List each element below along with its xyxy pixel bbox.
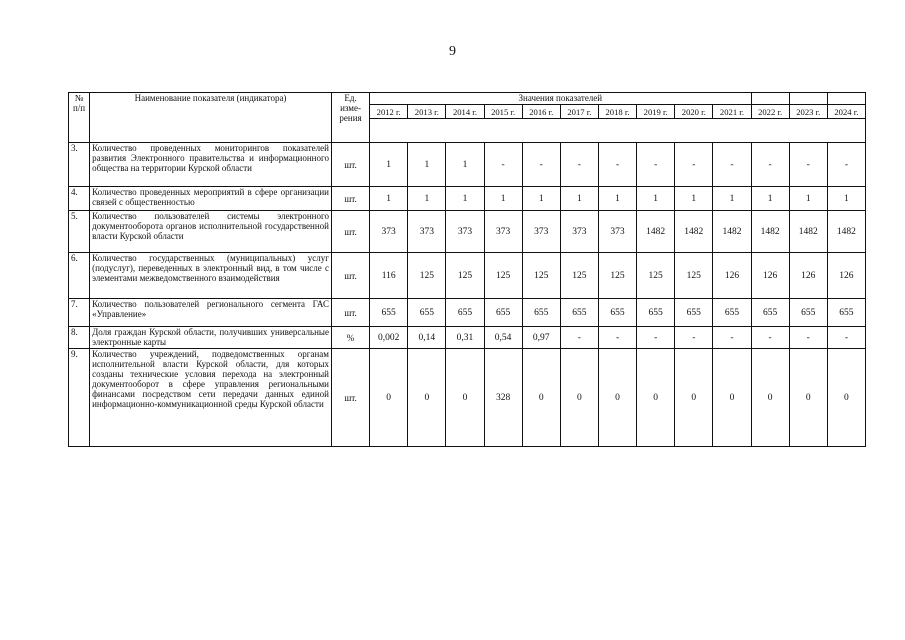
value-cell: 1	[370, 143, 408, 187]
value-cell: 1482	[789, 211, 827, 253]
value-cell: 116	[370, 253, 408, 299]
value-cell: 373	[522, 211, 560, 253]
indicator-name: Количество пользователей системы электронного документооборота органов исполнительной государственной власти Курской области	[90, 211, 332, 253]
value-cell: 1	[560, 187, 598, 211]
value-cell: 655	[446, 299, 484, 327]
page-number: 9	[449, 44, 456, 59]
row-number: 5.	[69, 211, 90, 253]
value-cell: -	[751, 327, 789, 349]
value-cell: 125	[560, 253, 598, 299]
header-year: 2021 г.	[713, 105, 751, 119]
value-cell: 655	[751, 299, 789, 327]
value-cell: 1482	[675, 211, 713, 253]
unit-cell: шт.	[331, 143, 369, 187]
value-cell: 373	[408, 211, 446, 253]
indicator-name: Доля граждан Курской области, получивших универсальные электронные карты	[90, 327, 332, 349]
value-cell: -	[522, 143, 560, 187]
header-blank-cell	[789, 93, 827, 105]
value-cell: 125	[675, 253, 713, 299]
header-num: № п/п	[69, 93, 90, 143]
table-row	[69, 187, 866, 211]
header-year: 2012 г.	[370, 105, 408, 119]
header-year: 2013 г.	[408, 105, 446, 119]
value-cell: 125	[408, 253, 446, 299]
table-header	[69, 93, 866, 143]
value-cell: -	[598, 143, 636, 187]
row-number: 6.	[69, 253, 90, 299]
indicator-name: Количество государственных (муниципальных) услуг (подуслуг), переведенных в электронный вид, в том числе с элементами межведомственного взаимодействия	[90, 253, 332, 299]
value-cell: -	[560, 327, 598, 349]
value-cell: 0,14	[408, 327, 446, 349]
unit-cell: шт.	[331, 253, 369, 299]
value-cell: 1	[446, 187, 484, 211]
row-number: 3.	[69, 143, 90, 187]
value-cell: 1	[637, 187, 675, 211]
value-cell: 0,97	[522, 327, 560, 349]
header-blank-cell	[827, 93, 865, 105]
value-cell: 0,002	[370, 327, 408, 349]
value-cell: -	[789, 143, 827, 187]
value-cell: 655	[637, 299, 675, 327]
value-cell: 0,54	[484, 327, 522, 349]
table-row	[69, 299, 866, 327]
value-cell: 328	[484, 349, 522, 447]
value-cell: 373	[446, 211, 484, 253]
value-cell: 373	[598, 211, 636, 253]
table-row	[69, 327, 866, 349]
value-cell: 1	[446, 143, 484, 187]
value-cell: 0	[598, 349, 636, 447]
value-cell: 126	[827, 253, 865, 299]
value-cell: 1	[675, 187, 713, 211]
header-year: 2024 г.	[827, 105, 865, 119]
value-cell: 0	[751, 349, 789, 447]
value-cell: -	[637, 327, 675, 349]
value-cell: 655	[408, 299, 446, 327]
value-cell: 0,31	[446, 327, 484, 349]
value-cell: 655	[370, 299, 408, 327]
value-cell: 655	[522, 299, 560, 327]
value-cell: 373	[370, 211, 408, 253]
value-cell: 126	[751, 253, 789, 299]
header-year: 2014 г.	[446, 105, 484, 119]
value-cell: 0	[827, 349, 865, 447]
value-cell: 1482	[713, 211, 751, 253]
value-cell: 1	[751, 187, 789, 211]
value-cell: 1	[408, 187, 446, 211]
unit-cell: шт.	[331, 299, 369, 327]
value-cell: 126	[789, 253, 827, 299]
value-cell: 655	[827, 299, 865, 327]
value-cell: 125	[522, 253, 560, 299]
value-cell: 655	[484, 299, 522, 327]
header-year: 2023 г.	[789, 105, 827, 119]
value-cell: 0	[789, 349, 827, 447]
header-year: 2019 г.	[637, 105, 675, 119]
header-year: 2018 г.	[598, 105, 636, 119]
value-cell: 1	[522, 187, 560, 211]
value-cell: 125	[446, 253, 484, 299]
value-cell: -	[675, 327, 713, 349]
value-cell: 655	[598, 299, 636, 327]
header-values-title: Значения показателей	[370, 93, 751, 105]
value-cell: 0	[370, 349, 408, 447]
value-cell: 0	[637, 349, 675, 447]
value-cell: -	[598, 327, 636, 349]
value-cell: 1482	[751, 211, 789, 253]
unit-cell: %	[331, 327, 369, 349]
value-cell: -	[713, 143, 751, 187]
value-cell: -	[675, 143, 713, 187]
value-cell: 655	[789, 299, 827, 327]
value-cell: -	[560, 143, 598, 187]
row-number: 9.	[69, 349, 90, 447]
value-cell: 655	[560, 299, 598, 327]
row-number: 8.	[69, 327, 90, 349]
indicators-table	[68, 92, 866, 447]
value-cell: 373	[484, 211, 522, 253]
value-cell: 1	[789, 187, 827, 211]
value-cell: 1	[598, 187, 636, 211]
value-cell: -	[827, 143, 865, 187]
header-year: 2016 г.	[522, 105, 560, 119]
indicator-name: Количество проведенных мониторингов показателей развития Электронного правительства и информационного общества на территории Курской области	[90, 143, 332, 187]
value-cell: 0	[560, 349, 598, 447]
table-row	[69, 211, 866, 253]
value-cell: 0	[446, 349, 484, 447]
value-cell: 655	[675, 299, 713, 327]
header-unit: Ед. изме-рения	[331, 93, 369, 143]
value-cell: 125	[484, 253, 522, 299]
value-cell: 1	[370, 187, 408, 211]
value-cell: -	[484, 143, 522, 187]
value-cell: 1	[713, 187, 751, 211]
table-row	[69, 143, 866, 187]
value-cell: 1	[827, 187, 865, 211]
header-name: Наименование показателя (индикатора)	[90, 93, 332, 143]
unit-cell: шт.	[331, 349, 369, 447]
value-cell: 0	[675, 349, 713, 447]
value-cell: 125	[598, 253, 636, 299]
table-row	[69, 253, 866, 299]
table-body	[69, 143, 866, 447]
row-number: 7.	[69, 299, 90, 327]
value-cell: 0	[522, 349, 560, 447]
indicator-name: Количество пользователей регионального сегмента ГАС «Управление»	[90, 299, 332, 327]
value-cell: 126	[713, 253, 751, 299]
unit-cell: шт.	[331, 187, 369, 211]
header-year: 2020 г.	[675, 105, 713, 119]
header-year: 2017 г.	[560, 105, 598, 119]
row-number: 4.	[69, 187, 90, 211]
value-cell: -	[713, 327, 751, 349]
value-cell: 0	[408, 349, 446, 447]
header-year: 2015 г.	[484, 105, 522, 119]
indicator-name: Количество проведенных мероприятий в сфере организации связей с общественностью	[90, 187, 332, 211]
header-year: 2022 г.	[751, 105, 789, 119]
unit-cell: шт.	[331, 211, 369, 253]
header-blank-cell	[751, 93, 789, 105]
header-spacer	[370, 119, 866, 143]
value-cell: 373	[560, 211, 598, 253]
value-cell: -	[789, 327, 827, 349]
value-cell: 655	[713, 299, 751, 327]
value-cell: 1	[408, 143, 446, 187]
value-cell: -	[751, 143, 789, 187]
value-cell: -	[827, 327, 865, 349]
value-cell: -	[637, 143, 675, 187]
value-cell: 1482	[637, 211, 675, 253]
value-cell: 0	[713, 349, 751, 447]
value-cell: 125	[637, 253, 675, 299]
indicator-name: Количество учреждений, подведомственных органам исполнительной власти Курской области, для которых созданы технические условия перехода на электронный документооборот в сфере управления региональными финансами посредством сети передачи данных единой информационно-коммуникационной среды Курской области	[90, 349, 332, 447]
value-cell: 1	[484, 187, 522, 211]
value-cell: 1482	[827, 211, 865, 253]
table-row	[69, 349, 866, 447]
